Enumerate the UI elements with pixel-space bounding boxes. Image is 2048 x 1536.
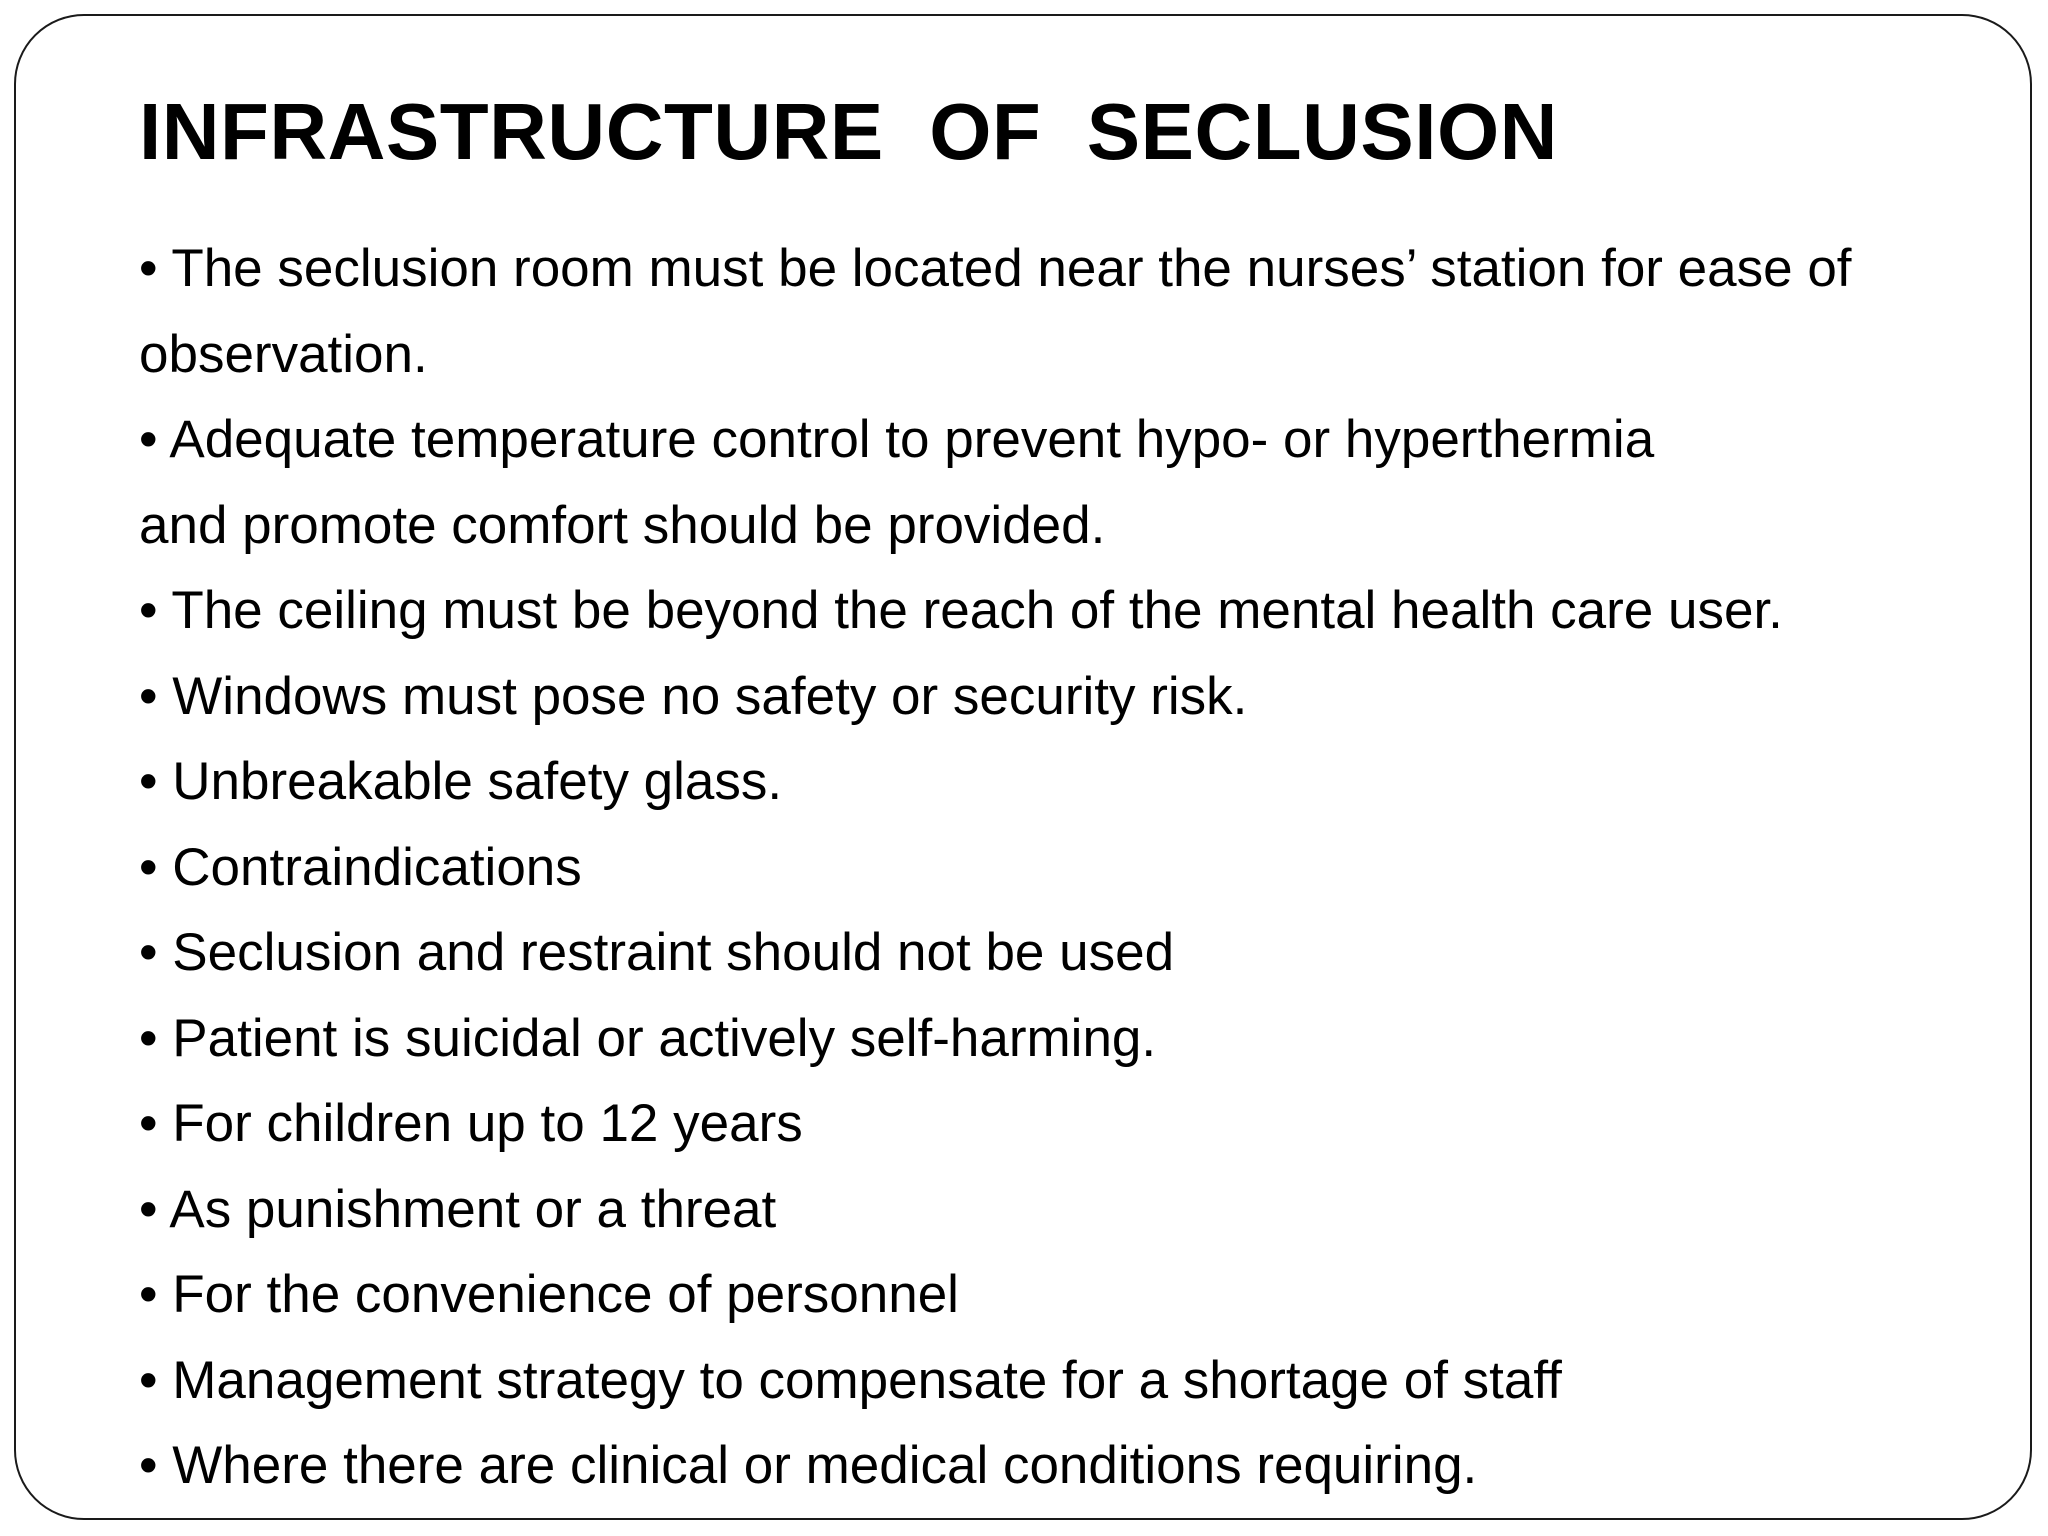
body-line: and promote comfort should be provided. xyxy=(139,495,1106,555)
body-line: • Patient is suicidal or actively self-harming. xyxy=(139,1008,1157,1068)
body-line: • For the convenience of personnel xyxy=(139,1265,959,1324)
body-line: • Adequate temperature control to prevent hypo- or hyperthermia xyxy=(139,410,1655,469)
slide-body xyxy=(139,226,2019,1509)
body-line: • The seclusion room must be located near the nurses’ station for ease of xyxy=(139,239,1852,298)
body-line: • Management strategy to compensate for a shortage of staff xyxy=(139,1350,1562,1410)
body-line: • Unbreakable safety glass. xyxy=(139,752,783,811)
body-line: • Seclusion and restraint should not be used xyxy=(139,923,1175,982)
body-line: • Contraindications xyxy=(139,837,582,897)
slide-frame xyxy=(14,14,2032,1520)
body-line: observation. xyxy=(139,324,428,384)
slide-title: INFRASTRUCTURE OF SECLUSION xyxy=(139,87,1558,176)
body-line: • Windows must pose no safety or security risk. xyxy=(139,666,1248,726)
body-line: • As punishment or a threat xyxy=(139,1179,777,1239)
body-line: • Where there are clinical or medical conditions requiring. xyxy=(139,1436,1478,1495)
body-line: • The ceiling must be beyond the reach of the mental health care user. xyxy=(139,581,1783,640)
body-line: • For children up to 12 years xyxy=(139,1094,803,1153)
